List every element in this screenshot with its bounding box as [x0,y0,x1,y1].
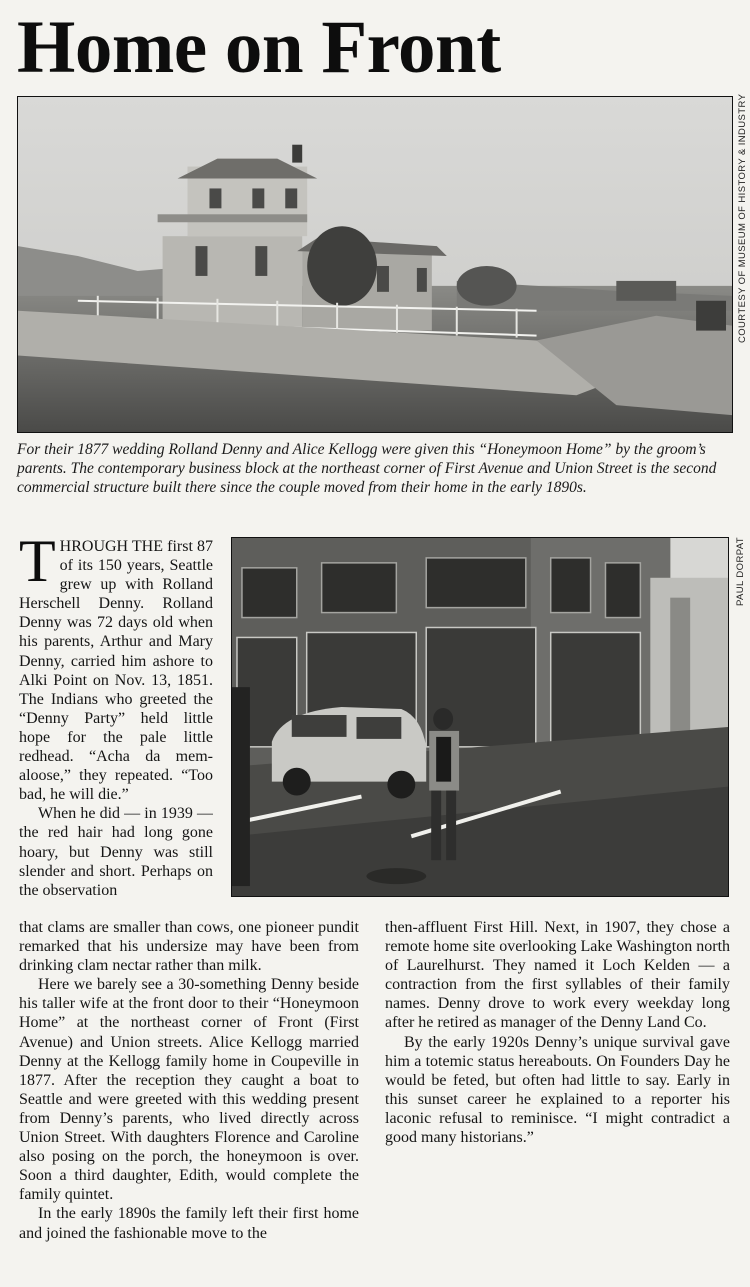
drop-cap: T [19,537,56,594]
historic-house-image [18,97,732,432]
article-left-column [19,918,359,1243]
historic-house-photo [17,96,733,433]
article-lead-column [19,537,213,918]
paragraph-1-text: first 87 of its 150 years, Seattle grew up with Rolland Herschell Denny. Rolland Denny was 72 days old when his parents, Arthur and Mary Denny, carried him ashore to Alki Point on Nov. 13, 1851. The Indians who greeted the “Denny Party” held little hope for the pale little redhead. “Acha da mem-aloose,” they repeated. “Too bad, he will die.” [19,538,213,804]
photo-caption: For their 1877 wedding Rolland Denny and Alice Kellogg were given this “Honeymoon Home” by the groom’s parents. The contemporary business block at the northeast corner of First Avenue and Union Street is the second commercial structure built there since the couple moved from their home in the early 1890s. [17,441,717,496]
article-paragraph-2-continued: that clams are smaller than cows, one pioneer pundit remarked that his undersize may have been from drinking clam nectar rather than milk. [19,919,359,975]
article-paragraph-2: When he did — in 1939 — the red hair had long gone hoary, but Denny was still slender and short. Perhaps on the observation [19,805,213,899]
headline: Home on Front [17,6,501,89]
article-paragraph-1 [19,537,213,804]
article-paragraph-4-start: In the early 1890s the family left their first home and joined the fashionable move to the [19,1205,359,1242]
lead-in-caps: HROUGH THE [59,538,164,555]
article-paragraph-3: Here we barely see a 30-something Denny beside his taller wife at the front door to their “Honeymoon Home” at the northeast corner of Front (First Avenue) and Union streets. Alice Kellogg married Denny at the Kellogg family home in Coupeville in 1877. After the reception they caught a boat to Seattle and were greeted with this wedding present from Denny’s parents, who lived directly across Union Street. With daughters Florence and Caroline also posing on the porch, the honeymoon is over. Soon a third daughter, Edith, would complete the family quintet. [19,976,359,1204]
article-right-column [385,918,730,1147]
photo-credit-bottom: PAUL DORPAT [735,537,746,606]
photo-credit-top: COURTESY OF MUSEUM OF HISTORY & INDUSTRY [737,93,748,343]
modern-street-photo [231,537,729,897]
modern-street-image [232,538,728,896]
article-paragraph-5: By the early 1920s Denny’s unique survival gave him a totemic status hereabouts. On Founders Day he would be feted, but often had little to say. Early in this sunset career he explained to a reporter his laconic refusal to reminisce. “I might contradict a good many historians.” [385,1033,730,1147]
article-paragraph-4-end: then-affluent First Hill. Next, in 1907, they chose a remote home site overlooking Lake Washington north of Laurelhurst. They named it Loch Kelden — a contraction from the first syllables of their family names. Denny drove to work every weekday long after he retired as manager of the Denny Land Co. [385,919,731,1032]
